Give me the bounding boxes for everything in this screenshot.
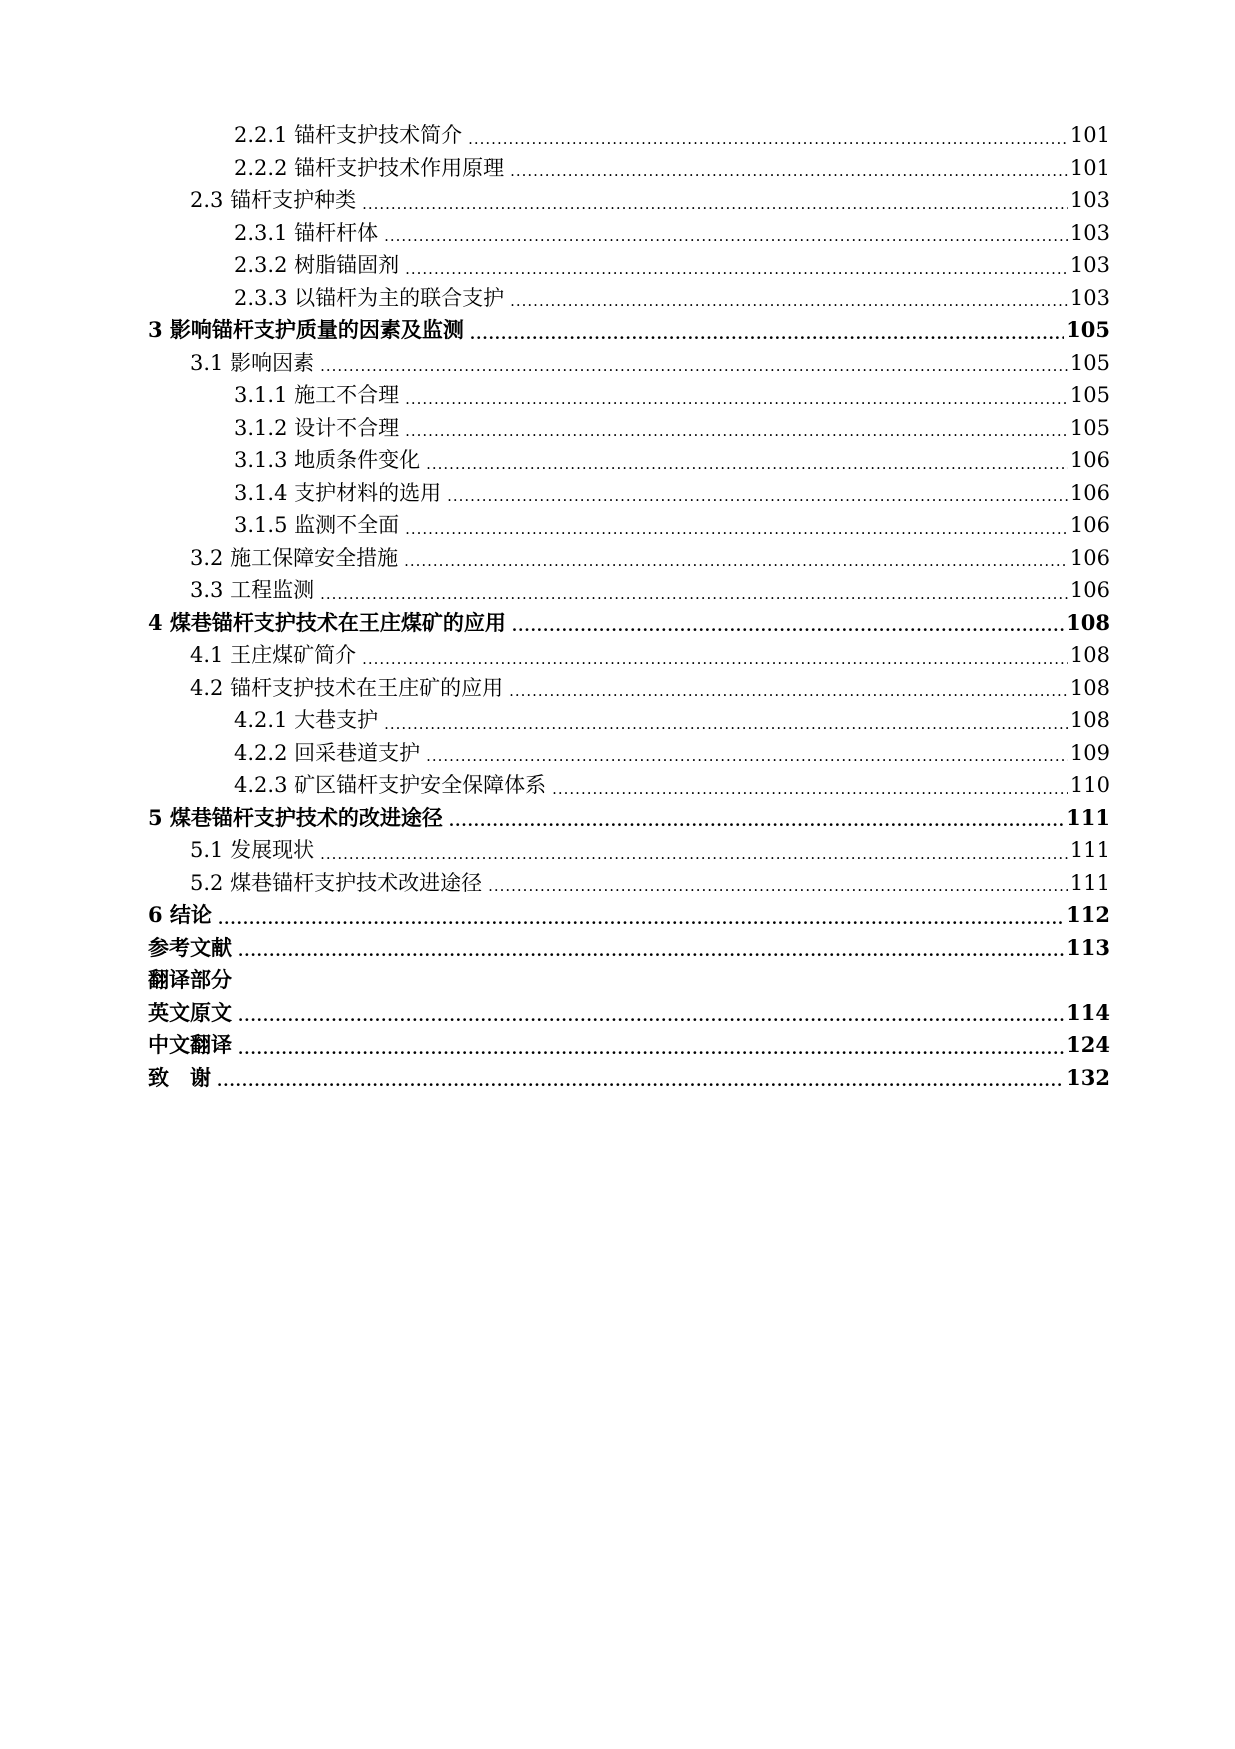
toc-entry-title: 4.2.3 矿区锚杆支护安全保障体系 <box>234 773 547 797</box>
toc-entry-title: 2.2.2 锚杆支护技术作用原理 <box>234 155 505 180</box>
toc-entry-title: 3.1.2 设计不合理 <box>234 415 400 440</box>
toc-entry-title: 4 煤巷锚杆支护技术在王庄煤矿的应用 <box>148 609 506 635</box>
toc-entry[interactable] <box>148 672 1110 705</box>
toc-entry-title: 2.2.1 锚杆支护技术简介 <box>234 123 463 147</box>
toc-entry[interactable] <box>148 379 1110 412</box>
toc-dot-leader <box>384 223 1068 249</box>
toc-entry-title: 5.2 煤巷锚杆支护技术改进途径 <box>190 870 483 895</box>
toc-entry[interactable] <box>148 542 1110 575</box>
toc-entry-page: 105 <box>1069 350 1110 375</box>
toc-entry-page: 106 <box>1069 480 1110 505</box>
toc-entry-page: 114 <box>1066 999 1110 1025</box>
toc-entry[interactable] <box>148 639 1110 672</box>
toc-dot-leader <box>405 386 1068 412</box>
toc-entry-title: 3.3 工程监测 <box>190 578 315 602</box>
toc-dot-leader <box>405 516 1068 542</box>
toc-dot-leader <box>447 483 1068 509</box>
toc-entry[interactable] <box>148 477 1110 510</box>
toc-entry[interactable] <box>148 769 1110 802</box>
toc-entry[interactable] <box>148 607 1110 640</box>
toc-entry-title: 5.1 发展现状 <box>190 838 315 862</box>
toc-entry-title: 参考文献 <box>148 934 232 960</box>
toc-dot-leader <box>217 1068 1064 1094</box>
toc-entry-page: 112 <box>1066 902 1110 927</box>
toc-entry-page: 110 <box>1069 773 1110 797</box>
toc-entry-title: 致 谢 <box>148 1064 211 1090</box>
toc-entry-title: 翻译部分 <box>148 967 232 992</box>
toc-entry-page: 105 <box>1066 317 1110 342</box>
toc-dot-leader <box>509 678 1068 704</box>
toc-dot-leader <box>320 841 1068 867</box>
toc-entry-page: 101 <box>1069 155 1110 180</box>
toc-entry-page: 106 <box>1069 545 1110 570</box>
toc-dot-leader <box>362 191 1068 217</box>
toc-entry[interactable] <box>148 282 1110 315</box>
toc-entry-title: 4.2.2 回采巷道支护 <box>234 740 421 765</box>
toc-dot-leader <box>405 418 1068 444</box>
toc-entry-title: 4.2 锚杆支护技术在王庄矿的应用 <box>190 675 504 700</box>
toc-entry-title: 中文翻译 <box>148 1032 232 1057</box>
toc-entry-page: 105 <box>1069 415 1110 440</box>
toc-entry-title: 2.3.3 以锚杆为主的联合支护 <box>234 285 505 310</box>
toc-entry-page: 108 <box>1069 675 1110 700</box>
toc-dot-leader <box>552 776 1068 802</box>
toc-entry-title: 2.3.2 树脂锚固剂 <box>234 253 400 277</box>
toc-dot-leader <box>320 353 1068 379</box>
toc-entry-title: 3.2 施工保障安全措施 <box>190 545 399 570</box>
toc-dot-leader <box>510 288 1068 314</box>
toc-entry[interactable] <box>148 704 1110 737</box>
toc-entry[interactable] <box>148 1062 1110 1095</box>
toc-entry-page: 108 <box>1069 643 1110 667</box>
toc-dot-leader <box>384 711 1068 737</box>
toc-entry-title: 3 影响锚杆支护质量的因素及监测 <box>148 317 464 342</box>
toc-entry-page: 106 <box>1069 513 1110 537</box>
toc-dot-leader <box>449 808 1064 834</box>
toc-entry[interactable] <box>148 249 1110 282</box>
toc-entry-title: 3.1.5 监测不全面 <box>234 513 400 537</box>
toc-entry[interactable] <box>148 347 1110 380</box>
toc-entry-page: 109 <box>1069 740 1110 765</box>
toc-dot-leader <box>426 743 1068 769</box>
toc-entry-page: 113 <box>1066 934 1110 960</box>
toc-entry-page: 108 <box>1066 609 1110 635</box>
toc-entry-title: 4.2.1 大巷支护 <box>234 708 379 732</box>
toc-dot-leader <box>470 321 1064 347</box>
toc-entry[interactable] <box>148 737 1110 770</box>
toc-entry[interactable] <box>148 119 1110 152</box>
toc-entry[interactable] <box>148 314 1110 347</box>
toc-entry-page: 103 <box>1069 188 1110 212</box>
toc-entry-page: 111 <box>1069 870 1110 895</box>
toc-entry-title: 2.3 锚杆支护种类 <box>190 188 357 212</box>
toc-entry[interactable] <box>148 217 1110 250</box>
toc-entry-page: 105 <box>1069 383 1110 407</box>
toc-entry-page: 132 <box>1066 1064 1110 1090</box>
toc-entry-page: 108 <box>1069 708 1110 732</box>
toc-entry[interactable] <box>148 152 1110 185</box>
toc-dot-leader <box>362 646 1068 672</box>
toc-entry-page: 101 <box>1069 123 1110 147</box>
toc-entry-page: 124 <box>1066 1032 1110 1057</box>
toc-dot-leader <box>512 613 1064 639</box>
toc-dot-leader <box>218 906 1064 932</box>
toc-dot-leader <box>404 548 1068 574</box>
toc-dot-leader <box>405 256 1068 282</box>
toc-entry[interactable] <box>148 834 1110 867</box>
toc-entry-page: 106 <box>1069 578 1110 602</box>
toc-dot-leader <box>238 938 1064 964</box>
toc-entry[interactable] <box>148 932 1110 965</box>
toc-entry-page: 111 <box>1066 804 1110 830</box>
toc-dot-leader <box>468 126 1068 152</box>
toc-dot-leader <box>426 451 1068 477</box>
toc-entry[interactable] <box>148 997 1110 1030</box>
toc-entry[interactable] <box>148 444 1110 477</box>
toc-entry-title: 3.1 影响因素 <box>190 350 315 375</box>
toc-entry[interactable] <box>148 867 1110 900</box>
toc-entry-page: 106 <box>1069 448 1110 472</box>
toc-entry-title: 4.1 王庄煤矿简介 <box>190 643 357 667</box>
toc-entry[interactable] <box>148 1029 1110 1062</box>
toc-dot-leader <box>320 581 1068 607</box>
toc-entry[interactable] <box>148 964 1110 997</box>
toc-entry-page: 103 <box>1069 253 1110 277</box>
toc-dot-leader <box>238 1036 1064 1062</box>
toc-entry[interactable] <box>148 509 1110 542</box>
toc-entry-title: 英文原文 <box>148 999 232 1025</box>
table-of-contents <box>148 119 1110 1094</box>
toc-entry-title: 3.1.1 施工不合理 <box>234 383 400 407</box>
toc-entry-page: 111 <box>1069 838 1110 862</box>
toc-dot-leader <box>238 1003 1064 1029</box>
toc-dot-leader <box>510 158 1068 184</box>
toc-entry-title: 3.1.4 支护材料的选用 <box>234 480 442 505</box>
toc-entry[interactable] <box>148 574 1110 607</box>
toc-entry-title: 5 煤巷锚杆支护技术的改进途径 <box>148 804 443 830</box>
toc-entry-title: 3.1.3 地质条件变化 <box>234 448 421 472</box>
toc-entry[interactable] <box>148 184 1110 217</box>
toc-entry[interactable] <box>148 899 1110 932</box>
toc-entry-page: 103 <box>1069 285 1110 310</box>
toc-entry-title: 6 结论 <box>148 902 212 927</box>
toc-entry[interactable] <box>148 802 1110 835</box>
toc-entry[interactable] <box>148 412 1110 445</box>
toc-dot-leader <box>488 873 1068 899</box>
toc-entry-title: 2.3.1 锚杆杆体 <box>234 220 379 245</box>
toc-entry-page: 103 <box>1069 220 1110 245</box>
